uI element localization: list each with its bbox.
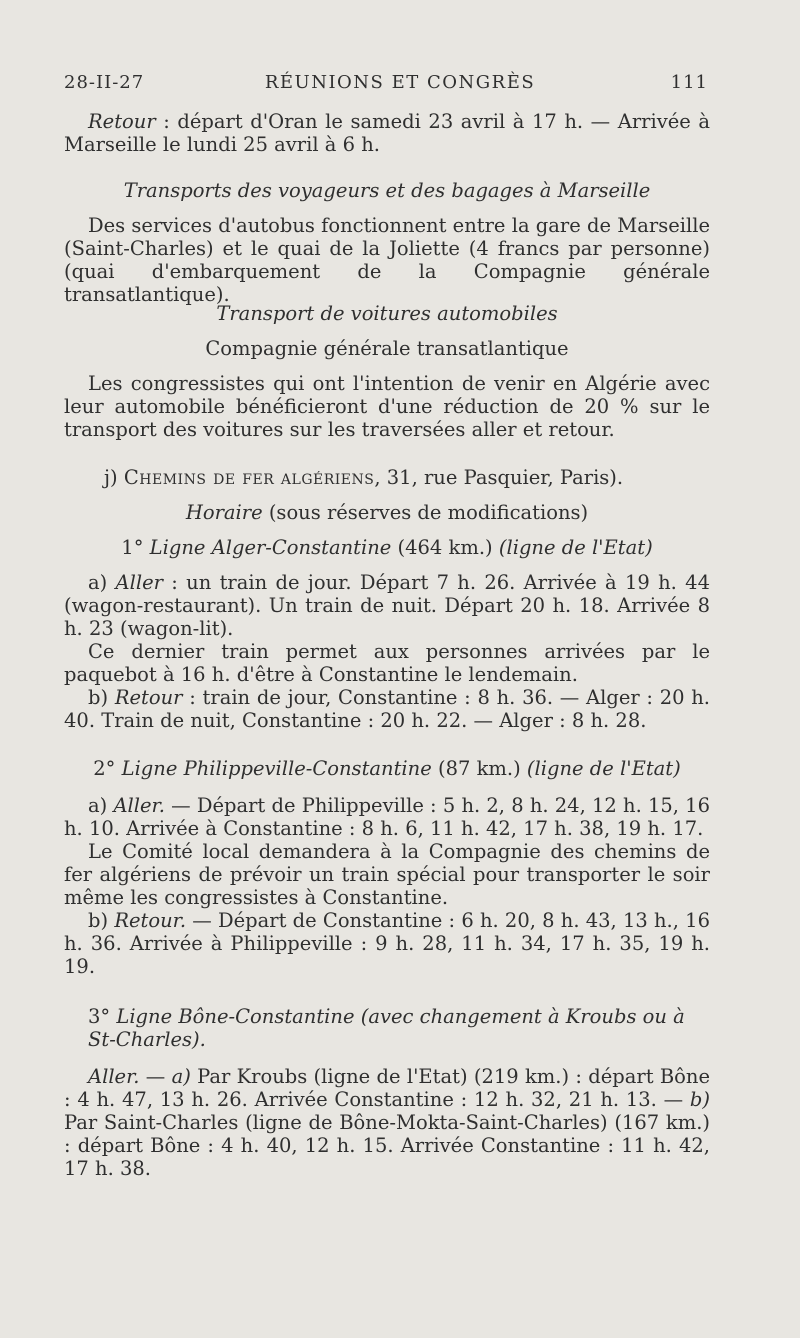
ligne1-body	[64, 571, 710, 732]
ligne2-title: Ligne Philippeville-Constantine	[121, 757, 432, 780]
header-title: RÉUNIONS ET CONGRÈS	[264, 72, 536, 93]
ligne2-b-label: Retour.	[114, 909, 187, 932]
header-date: 28-II-27	[64, 72, 145, 93]
ligne1-b-prefix: b)	[88, 686, 115, 709]
retour-oran-paragraph	[64, 110, 710, 156]
ligne3-title: Ligne Bône-Constantine	[116, 1005, 355, 1028]
ligne1-title: Ligne Alger-Constantine	[149, 536, 392, 559]
voitures-heading: Transport de voitures automobiles	[216, 302, 558, 325]
section-j-name: Chemins de fer algériens	[123, 466, 375, 489]
ligne2-heading	[64, 757, 710, 780]
horaire-line	[64, 501, 710, 524]
ligne1-km: (464 km.)	[397, 536, 493, 559]
ligne2-etat: (ligne de l'Etat)	[526, 757, 681, 780]
ligne2-body	[64, 794, 710, 978]
ligne3-num: 3°	[88, 1005, 111, 1028]
ligne1-note: Ce dernier train permet aux personnes arrivées par le paquebot à 16 h. d'être à Constantine le lendemain.	[64, 640, 710, 686]
section-j-prefix: j)	[104, 466, 124, 489]
ligne3-dash2: —	[663, 1088, 690, 1111]
ligne1-heading	[64, 536, 710, 559]
ligne3-b-text: Par Saint-Charles (ligne de Bône-Mokta-Saint-Charles) (167 km.) : départ Bône : 4 h. 40, 12 h. 15. Arrivée Constantine : 11 h. 42, 17 h. 38.	[64, 1111, 710, 1180]
ligne1-a-text: : un train de jour. Départ 7 h. 26. Arrivée à 19 h. 44 (wagon-restaurant). Un train de nuit. Départ 20 h. 18. Arrivée 8 h. 23 (wagon-lit).	[64, 571, 710, 640]
ligne1-etat: (ligne de l'Etat)	[498, 536, 653, 559]
retour-text: : départ d'Oran le samedi 23 avril à 17 h. — Arrivée à Marseille le lundi 25 avril à 6 h.	[64, 110, 710, 156]
ligne3-a-label: a)	[171, 1065, 191, 1088]
ligne2-b-text: — Départ de Constantine : 6 h. 20, 8 h. 43, 13 h., 16 h. 36. Arrivée à Philippeville : 9 h. 28, 11 h. 34, 17 h. 35, 19 h. 19.	[64, 909, 710, 978]
ligne1-a-prefix: a)	[88, 571, 116, 594]
ligne2-a-text: — Départ de Philippeville : 5 h. 2, 8 h. 24, 12 h. 15, 16 h. 10. Arrivée à Constantine : 8 h. 6, 11 h. 42, 17 h. 38, 19 h. 17.	[64, 794, 710, 840]
ligne3-aller-label: Aller.	[88, 1065, 140, 1088]
ligne2-num: 2°	[93, 757, 116, 780]
ligne1-num: 1°	[121, 536, 144, 559]
horaire-label: Horaire	[185, 501, 263, 524]
ligne2-a-label: Aller.	[113, 794, 165, 817]
ligne3-a-text: Par Kroubs (ligne de l'Etat) (219 km.) : départ Bône : 4 h. 47, 13 h. 26. Arrivée Constantine : 12 h. 32, 21 h. 13.	[64, 1065, 710, 1111]
voitures-paragraph	[64, 372, 710, 441]
transports-heading: Transports des voyageurs et des bagages à Marseille	[123, 179, 651, 202]
transports-text: Des services d'autobus fonctionnent entre la gare de Marseille (Saint-Charles) et le quai de la Joliette (4 francs par personne) (quai d'embarquement de la Compagnie générale transatlantique).	[64, 214, 710, 306]
section-j	[64, 466, 710, 489]
ligne3-heading	[64, 1005, 710, 1051]
retour-label: Retour	[88, 110, 156, 133]
ligne2-note: Le Comité local demandera à la Compagnie des chemins de fer algériens de prévoir un train spécial pour transporter le soir même les congressistes à Constantine.	[64, 840, 710, 909]
ligne3-b-label: b)	[689, 1088, 710, 1111]
section-j-suffix: , 31, rue Pasquier, Paris).	[374, 466, 624, 489]
voitures-text: Les congressistes qui ont l'intention de venir en Algérie avec leur automobile bénéficieront d'une réduction de 20 % sur le transport des voitures sur les traversées aller et retour.	[64, 372, 710, 441]
ligne3-dash1: —	[139, 1065, 172, 1088]
ligne1-b-text: : train de jour, Constantine : 8 h. 36. — Alger : 20 h. 40. Train de nuit, Constantine : 20 h. 22. — Alger : 8 h. 28.	[64, 686, 711, 732]
ligne1-a-label: Aller	[115, 571, 163, 594]
ligne1-b-label: Retour	[114, 686, 183, 709]
ligne3-detail: (avec changement à Kroubs ou à St-Charles).	[88, 1005, 685, 1051]
ligne3-body	[64, 1065, 710, 1180]
ligne2-a-prefix: a)	[88, 794, 114, 817]
ligne2-km: (87 km.)	[437, 757, 521, 780]
ligne2-b-prefix: b)	[88, 909, 115, 932]
page-number: 111	[670, 72, 708, 93]
voitures-subheading: Compagnie générale transatlantique	[205, 337, 569, 360]
horaire-text: (sous réserves de modifications)	[262, 501, 589, 524]
transports-paragraph	[64, 214, 710, 306]
